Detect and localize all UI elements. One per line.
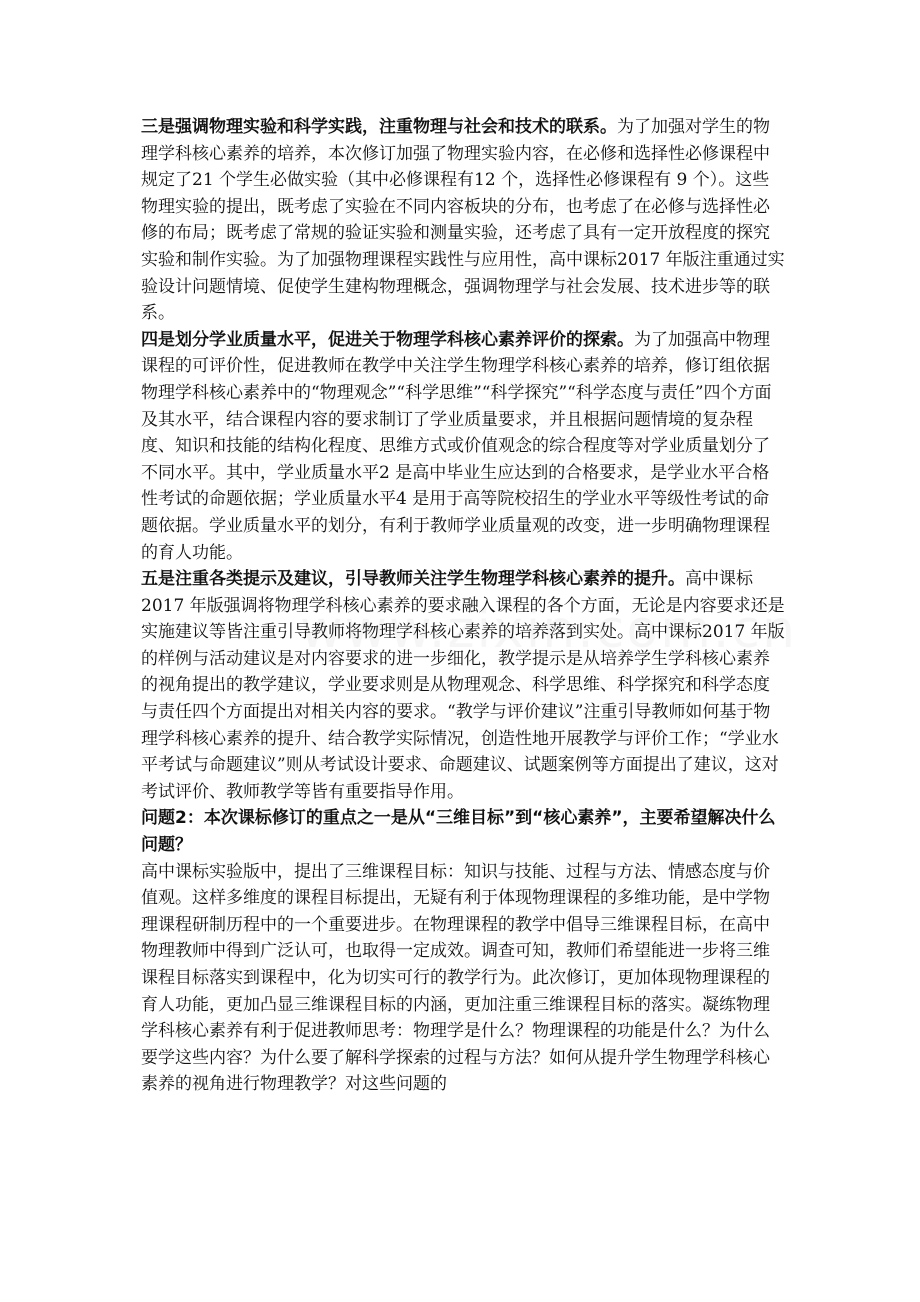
section-five xyxy=(141,566,786,805)
section-three xyxy=(141,114,786,327)
section-three-body: 为了加强对学生的物理学科核心素养的培养，本次修订加强了物理实验内容，在必修和选择性必修课程中规定了21 个学生必做实验（其中必修课程有12 个，选择性必修课程有 9 个）。这些物理实验的提出，既考虑了实验在不同内容板块的分布，也考虑了在必修与选择性必修的布局；既考虑了常规的验证实验和测量实验，还考虑了具有一定开放程度的探究实验和制作实验。为了加强物理课程实践性与应用性，高中课标2017 年版注重通过实验设计问题情境、促使学生建构物理概念，强调物理学与社会发展、技术进步等的联系。 xyxy=(141,117,785,324)
section-five-lead: 五是注重各类提示及建议，引导教师关注学生物理学科核心素养的提升。 xyxy=(141,569,685,590)
section-four-body: 为了加强高中物理课程的可评价性，促进教师在教学中关注学生物理学科核心素养的培养，修订组依据物理学科核心素养中的“物理观念”“科学思维”“科学探究”“科学态度与责任”四个方面及其水平，结合课程内容的要求制订了学业质量要求，并且根据问题情境的复杂程度、知识和技能的结构化程度、思维方式或价值观念的综合程度等对学业质量划分了不同水平。其中，学业质量水平2 是高中毕业生应达到的合格要求，是学业水平合格性考试的命题依据；学业质量水平4 是用于高等院校招生的学业水平等级性考试的命题依据。学业质量水平的划分，有利于教师学业质量观的改变，进一步明确物理课程的育人功能。 xyxy=(141,329,772,563)
section-five-body: 高中课标2017 年版强调将物理学科核心素养的要求融入课程的各个方面，无论是内容要求还是实施建议等皆注重引导教师将物理学科核心素养的培养落到实处。高中课标2017 年版的样例与活动建议是对内容要求的进一步细化，教学提示是从培养学生学科核心素养的视角提出的教学建议，学业要求则是从物理观念、科学思维、科学探究和科学态度与责任四个方面提出对相关内容的要求。“教学与评价建议”注重引导教师如何基于物理学科核心素养的提升、结合教学实际情况，创造性地开展教学与评价工作；“学业水平考试与命题建议”则从考试设计要求、命题建议、试题案例等方面提出了建议，这对考试评价、教师教学等皆有重要指导作用。 xyxy=(141,569,785,802)
section-three-lead: 三是强调物理实验和科学实践，注重物理与社会和技术的联系。 xyxy=(141,117,617,137)
answer-paragraph: 高中课标实验版中，提出了三维课程目标：知识与技能、过程与方法、情感态度与价值观。这样多维度的课程目标提出，无疑有利于体现物理课程的多维功能，是中学物理课程研制历程中的一个重要进步。在物理课程的教学中倡导三维课程目标，在高中物理教师中得到广泛认可，也取得一定成效。调查可知，教师们希望能进一步将三维课程目标落实到课程中，化为切实可行的教学行为。此次修订，更加体现物理课程的育人功能，更加凸显三维课程目标的内涵，更加注重三维课程目标的落实。凝练物理学科核心素养有利于促进教师思考：物理学是什么？物理课程的功能是什么？为什么要学这些内容？为什么要了解科学探索的过程与方法？如何从提升学生物理学科核心素养的视角进行物理教学？对这些问题的 xyxy=(141,861,770,1095)
document-page xyxy=(141,114,786,1098)
section-four-lead: 四是划分学业质量水平，促进关于物理学科核心素养评价的探索。 xyxy=(141,329,634,350)
question-heading: 问题2：本次课标修订的重点之一是从“三维目标”到“核心素养”，主要希望解决什么问题？ xyxy=(141,808,776,856)
section-four xyxy=(141,327,786,566)
